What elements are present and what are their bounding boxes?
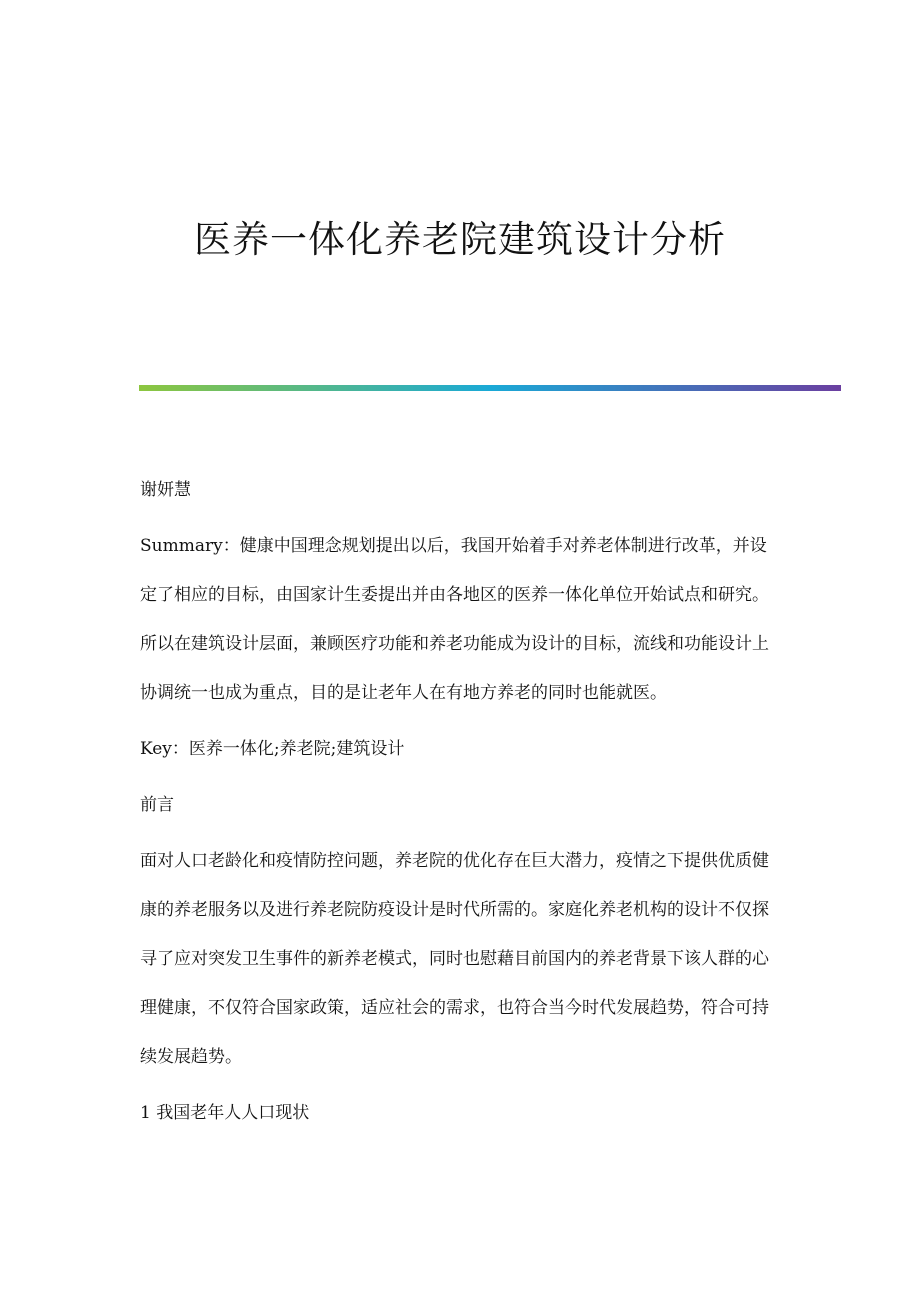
preface-paragraph: 面对人口老龄化和疫情防控问题，养老院的优化存在巨大潜力，疫情之下提供优质健康的养老服务以及进行养老院防疫设计是时代所需的。家庭化养老机构的设计不仅探寻了应对突发卫生事件的新养老模式，同时也慰藉目前国内的养老背景下该人群的心理健康，不仅符合国家政策，适应社会的需求，也符合当今时代发展趋势，符合可持续发展趋势。 [140,851,769,1067]
section-heading: 1 我国老年人人口现状 [140,1103,310,1123]
document-body [140,466,782,1145]
title-divider [139,385,841,391]
author-name: 谢妍慧 [140,480,191,500]
keywords-text: 医养一体化;养老院;建筑设计 [188,739,405,759]
preface-heading: 前言 [140,795,174,815]
summary-text: 健康中国理念规划提出以后，我国开始着手对养老体制进行改革，并设定了相应的目标，由国家计生委提出并由各地区的医养一体化单位开始试点和研究。所以在建筑设计层面，兼顾医疗功能和养老功能成为设计的目标，流线和功能设计上协调统一也成为重点，目的是让老年人在有地方养老的同时也能就医。 [140,536,769,703]
summary-paragraph [140,522,782,718]
keywords-line [140,725,782,774]
keywords-label: Key： [140,739,189,759]
summary-label: Summary： [140,536,240,556]
document-title: 医养一体化养老院建筑设计分析 [194,218,726,261]
